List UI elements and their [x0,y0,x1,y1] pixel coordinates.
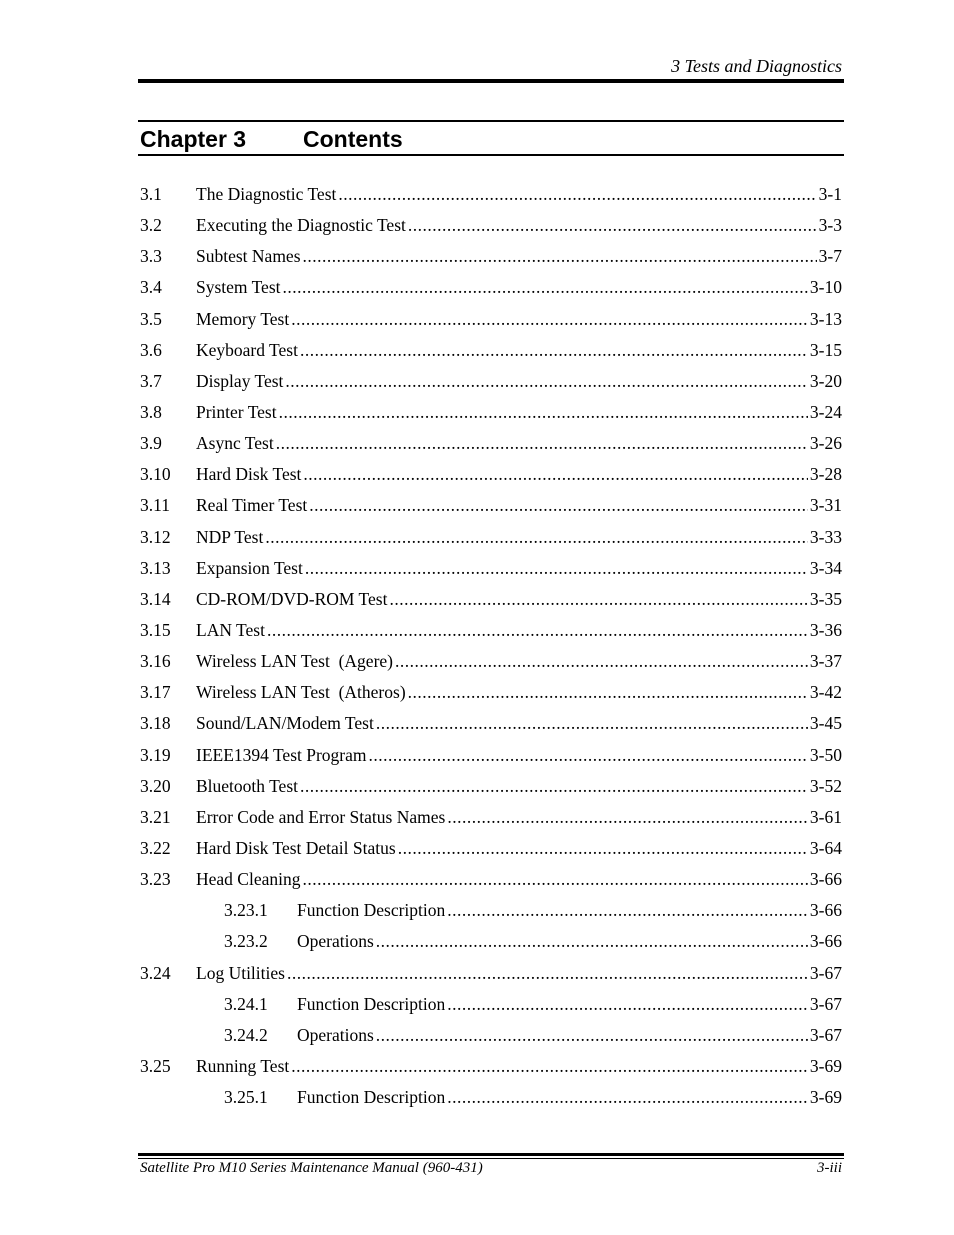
toc-entry[interactable] [140,963,842,994]
toc-entry-page: 3-3 [818,215,842,236]
toc-entry-number: 3.18 [140,713,171,734]
toc-entry-number: 3.7 [140,370,162,391]
toc-entry-title: Executing the Diagnostic Test [196,215,406,236]
toc-entry-page: 3-67 [809,993,842,1014]
toc-dot-leader [300,340,808,361]
toc-entry-page: 3-52 [809,775,842,796]
toc-entry[interactable] [140,309,842,340]
toc-entry[interactable] [140,371,842,402]
toc-dot-leader [369,745,808,766]
toc-dot-leader [447,807,808,828]
running-header: 3 Tests and Diagnostics [671,56,842,76]
toc-entry-page: 3-24 [809,401,842,422]
toc-dot-leader [447,1087,808,1108]
toc-entry-number: 3.13 [140,557,171,578]
toc-entry-page: 3-45 [809,713,842,734]
toc-dot-leader [408,215,817,236]
footer-manual-title: Satellite Pro M10 Series Maintenance Manual (960-431) [140,1160,483,1176]
toc-entry[interactable] [140,994,842,1025]
toc-entry[interactable] [140,495,842,526]
toc-dot-leader [376,931,808,952]
toc-dot-leader [300,776,808,797]
toc-entry[interactable] [140,682,842,713]
table-of-contents [140,184,842,1118]
toc-entry-page: 3-66 [809,869,842,890]
toc-entry[interactable] [140,713,842,744]
page-footer [140,1160,842,1177]
toc-entry-title: LAN Test [196,619,265,640]
toc-dot-leader [291,1056,808,1077]
toc-entry-title: Expansion Test [196,557,303,578]
toc-entry-title: Log Utilities [196,962,285,983]
toc-entry[interactable] [140,620,842,651]
toc-entry-number: 3.23.2 [224,931,268,952]
toc-entry-title: Operations [297,931,374,952]
toc-entry-number: 3.1 [140,184,162,204]
toc-entry-page: 3-69 [809,1087,842,1108]
toc-entry[interactable] [140,277,842,308]
toc-entry-page: 3-61 [809,806,842,827]
toc-entry-number: 3.19 [140,744,171,765]
toc-entry-number: 3.11 [140,495,170,516]
toc-entry[interactable] [140,745,842,776]
toc-entry-title: Memory Test [196,308,290,329]
toc-entry[interactable] [140,869,842,900]
toc-entry-page: 3-33 [809,526,842,547]
toc-entry-number: 3.6 [140,339,162,360]
toc-entry[interactable] [140,1056,842,1087]
toc-entry-title: Function Description [297,1087,446,1108]
toc-entry-title: The Diagnostic Test [196,184,337,204]
toc-entry-number: 3.25 [140,1055,171,1076]
toc-entry-title: Subtest Names [196,246,301,267]
toc-entry[interactable] [140,433,842,464]
toc-entry-title: Head Cleaning [196,869,301,890]
toc-entry-page: 3-35 [809,588,842,609]
toc-entry[interactable] [140,558,842,589]
toc-entry-number: 3.25.1 [224,1087,268,1108]
toc-entry-title: Real Timer Test [196,495,308,516]
toc-entry-number: 3.3 [140,246,162,267]
toc-entry-title: Async Test [196,433,274,454]
toc-entry-number: 3.21 [140,806,171,827]
toc-entry-page: 3-67 [809,962,842,983]
toc-entry-page: 3-7 [818,246,842,267]
toc-entry[interactable] [140,838,842,869]
toc-dot-leader [283,277,808,298]
toc-entry-title: Keyboard Test [196,339,298,360]
toc-entry-number: 3.24.2 [224,1024,268,1045]
toc-entry-number: 3.17 [140,682,171,703]
toc-entry-number: 3.15 [140,619,171,640]
toc-entry[interactable] [140,215,842,246]
toc-entry[interactable] [140,1087,842,1118]
toc-dot-leader [285,371,808,392]
footer-page-number: 3-iii [817,1160,842,1176]
toc-entry-number: 3.24.1 [224,993,268,1014]
toc-entry-page: 3-20 [809,370,842,391]
toc-entry-page: 3-1 [818,184,842,204]
toc-entry-number: 3.10 [140,464,171,485]
toc-dot-leader [309,495,808,516]
toc-entry-number: 3.4 [140,277,162,298]
toc-dot-leader [267,620,808,641]
toc-dot-leader [408,682,808,703]
toc-entry[interactable] [140,184,842,215]
toc-dot-leader [303,246,817,267]
toc-entry-page: 3-66 [809,900,842,921]
toc-entry-number: 3.8 [140,401,162,422]
toc-entry-page: 3-26 [809,433,842,454]
toc-entry-title: Wireless LAN Test (Agere) [196,651,393,672]
toc-entry-title: Printer Test [196,401,277,422]
toc-entry-title: IEEE1394 Test Program [196,744,367,765]
toc-entry-page: 3-31 [809,495,842,516]
toc-entry-title: Error Code and Error Status Names [196,806,446,827]
toc-dot-leader [447,900,808,921]
toc-dot-leader [287,963,808,984]
toc-entry-title: Bluetooth Test [196,775,298,796]
toc-entry-title: Operations [297,1024,374,1045]
toc-entry-number: 3.5 [140,308,162,329]
toc-entry-number: 3.23 [140,869,171,890]
toc-entry[interactable] [140,589,842,620]
toc-entry-page: 3-50 [809,744,842,765]
toc-dot-leader [376,1025,808,1046]
toc-entry-title: Hard Disk Test Detail Status [196,837,396,858]
chapter-bottom-rule [138,154,844,156]
toc-dot-leader [376,713,808,734]
toc-dot-leader [276,433,808,454]
toc-entry-page: 3-36 [809,619,842,640]
toc-entry-page: 3-15 [809,339,842,360]
toc-dot-leader [291,309,808,330]
toc-entry-page: 3-67 [809,1024,842,1045]
toc-entry-number: 3.24 [140,962,171,983]
toc-entry-page: 3-13 [809,308,842,329]
toc-entry[interactable] [140,527,842,558]
toc-entry-title: Function Description [297,900,446,921]
toc-entry-page: 3-10 [809,277,842,298]
toc-entry[interactable] [140,340,842,371]
toc-dot-leader [279,402,808,423]
chapter-title: Contents [303,125,403,152]
header-rule [138,79,844,83]
toc-dot-leader [398,838,808,859]
toc-entry-number: 3.20 [140,775,171,796]
toc-entry-title: System Test [196,277,281,298]
toc-entry-page: 3-42 [809,682,842,703]
footer-rule-thin [138,1158,844,1159]
toc-entry[interactable] [140,1025,842,1056]
toc-entry-page: 3-28 [809,464,842,485]
chapter-label: Chapter 3 [140,125,247,152]
toc-entry[interactable] [140,931,842,962]
toc-dot-leader [395,651,808,672]
toc-entry[interactable] [140,807,842,838]
toc-entry[interactable] [140,246,842,277]
toc-entry-number: 3.2 [140,215,162,236]
toc-entry-number: 3.9 [140,433,162,454]
chapter-heading [140,123,403,155]
toc-entry-title: Function Description [297,993,446,1014]
toc-entry[interactable] [140,900,842,931]
chapter-top-rule [138,120,844,122]
toc-entry[interactable] [140,464,842,495]
toc-entry-title: Hard Disk Test [196,464,302,485]
toc-entry-title: Sound/LAN/Modem Test [196,713,374,734]
toc-entry-page: 3-64 [809,837,842,858]
toc-entry-title: Wireless LAN Test (Atheros) [196,682,406,703]
toc-dot-leader [447,994,808,1015]
toc-entry-page: 3-34 [809,557,842,578]
toc-entry-title: CD-ROM/DVD-ROM Test [196,588,388,609]
toc-entry-number: 3.23.1 [224,900,268,921]
toc-entry-number: 3.12 [140,526,171,547]
toc-entry-number: 3.14 [140,588,171,609]
toc-dot-leader [389,589,807,610]
toc-entry-title: NDP Test [196,526,264,547]
toc-dot-leader [302,869,807,890]
toc-entry[interactable] [140,651,842,682]
toc-entry[interactable] [140,402,842,433]
toc-entry-page: 3-69 [809,1055,842,1076]
toc-dot-leader [305,558,808,579]
toc-dot-leader [303,464,808,485]
toc-entry-title: Display Test [196,370,284,391]
toc-entry-number: 3.16 [140,651,171,672]
toc-entry-page: 3-66 [809,931,842,952]
toc-dot-leader [338,184,816,205]
toc-dot-leader [265,527,808,548]
footer-rule [138,1153,844,1156]
toc-entry-number: 3.22 [140,837,171,858]
toc-entry[interactable] [140,776,842,807]
toc-entry-title: Running Test [196,1055,290,1076]
toc-entry-page: 3-37 [809,651,842,672]
